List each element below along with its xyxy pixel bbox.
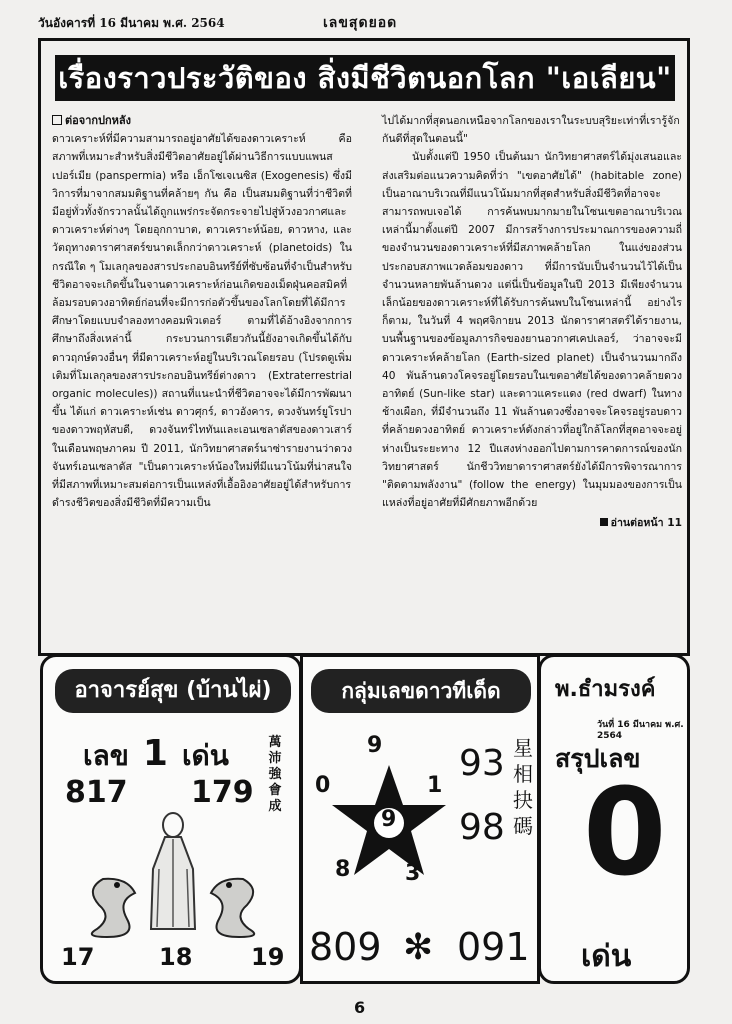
summary-label: สรุปเลข xyxy=(555,744,641,773)
asterisk-icon: ✻ xyxy=(403,927,434,968)
chinese-text: 星相抉碼 xyxy=(513,736,533,838)
star-number-bottom-right: 3 xyxy=(405,861,421,886)
article-title: เรื่องราวประวัติของ สิ่งมีชีวิตนอกโลก "เอเลียน" xyxy=(55,55,675,101)
article-column-left xyxy=(52,112,352,512)
star-number-right: 1 xyxy=(427,773,443,798)
star-number-top: 9 xyxy=(367,733,383,758)
panel-date: วันที่ 16 มีนาคม พ.ศ. 2564 xyxy=(597,720,684,741)
pair-left: 817 xyxy=(65,775,128,810)
bottom-right-number: 091 xyxy=(457,925,530,969)
issue-date: วันอังคารที่ 16 มีนาคม พ.ศ. 2564 xyxy=(38,16,225,30)
square-icon xyxy=(600,518,608,526)
paragraph: ดาวเคราะห์ที่มีความสามารถอยู่อาศัยได้ของดาวเคราะห์ คือ สภาพที่เหมาะสำหรับสิ่งมีชีวิตอาศัยอยู่ได้ผ่านวิธีการแบบแพนสเปอร์เมีย (panspermia) หรือ เอ็กโซเจเนซิส (Exogenesis) ซึ่งมีวิการที่มาจากสมมติฐานที่คล้ายๆ กัน คือ เป็นสมมติฐานที่ว่าชีวิตที่มีอยู่ทั่วทั้งจักรวาลนั้นได้ถูกแพร่กระจัดกระจายไปสู่ห้วงอวกาศและดาวเคราะห์ต่างๆ โดยอุกกาบาต, ดาวเคราะห์น้อย, ดาวหาง, และ วัตถุทางดาราศาสตร์ขนาดเล็กกว่าดาวเคราะห์ (planetoids) ในกรณีใด ๆ โมเลกุลของสารประกอบอินทรีย์ที่ซับซ้อนที่จำเป็นสำหรับชีวิตอาจจะเกิดขึ้นในจานดาวเคราะห์ก่อนเกิดของเม็ดฝุ่นคอสมิคที่ล้อมรอบดวงอาทิตย์ก่อนที่จะมีการก่อตัวขึ้นของโลกโดยที่ได้มีการศึกษาโดยแบบจำลองทางคอมพิวเตอร์ ตามที่ได้อ้างอิงจากการศึกษาถึงสิ่งเหล่านี้ กระบวนการเดียวกันนี้ยังอาจเกิดขึ้นได้กับดาวฤกษ์ดวงอื่นๆ ที่มีดาวเคราะห์อยู่ในบริเวณโดยรอบ (โปรดดูเพิ่มเติมที่โมเลกุลของสารประกอบอินทรีย์ต่างดาว (Extraterrestrial organic molecules)) สถานที่แนะนำที่ชีวิตอาจจะได้มีการพัฒนาขึ้น ได้แก่ ดาวเคราะห์เช่น ดาวศุกร์, ดาวอังคาร, ดวงจันทร์ยูโรปาของดาวพฤหัสบดี, ดวงจันทร์ไททันและเอนเซลาดัสของดาวเสาร์ ในเดือนพฤษภาคม ปี 2011, นักวิทยาศาสตร์นาซ่ารายงานว่าดวงจันทร์เอนเซลาดัส "เป็นดาวเคราะห์น้องใหม่ที่มีแนวโน้มที่น่าสนใจที่มีสภาพที่เหมาะสมต่อการเป็นแหล่งที่เอื้ออิงอาศัยอยู่ได้สำหรับการดำรงชีวิตของสิ่งมีชีวิตที่มีความเป็น xyxy=(52,133,352,510)
pair-right: 179 xyxy=(191,775,254,810)
panel-ajarn-suk xyxy=(40,654,302,984)
publication-name: เลขสุดยอด xyxy=(323,15,398,31)
continue-text: อ่านต่อหน้า 11 xyxy=(610,517,682,530)
main-number: 0 xyxy=(583,764,667,903)
paragraph: ไปได้มากที่สุดนอกเหนือจากโลกของเราในระบบสุริยะเท่าที่เรารู้จักกันดีที่สุดในตอนนี้" xyxy=(382,115,680,146)
lead-label: เลข xyxy=(83,739,129,772)
page-number: 6 xyxy=(354,998,366,1017)
lead-line xyxy=(83,733,229,778)
bottom-number: 19 xyxy=(251,943,285,971)
number-98: 98 xyxy=(459,807,505,848)
section-text: ต่อจากปกหลัง xyxy=(65,114,132,127)
checkbox-icon xyxy=(52,115,62,125)
panel-title: พ.ธำมรงค์ xyxy=(555,677,656,702)
star-number-left: 0 xyxy=(315,773,331,798)
article-column-right xyxy=(382,112,682,533)
panel-thammarong xyxy=(538,654,690,984)
panel-star-numbers xyxy=(300,654,540,984)
panel-title: อาจารย์สุข (บ้านไผ่) xyxy=(55,669,291,713)
main-suffix: เด่น xyxy=(581,939,632,974)
star-number-bottom-left: 8 xyxy=(335,857,351,882)
lead-number: 1 xyxy=(142,733,168,774)
section-label xyxy=(52,112,352,130)
continue-link[interactable] xyxy=(382,514,682,532)
bottom-number: 17 xyxy=(61,943,95,971)
chinese-text: 萬沛強會成 xyxy=(268,735,282,814)
panel-title: กลุ่มเลขดาวทีเด็ด xyxy=(311,669,531,713)
star-number-center: 9 xyxy=(381,807,397,832)
bottom-left-number: 809 xyxy=(309,925,382,969)
page-header xyxy=(38,12,688,32)
lead-suffix: เด่น xyxy=(181,739,229,772)
monk-naga-illustration xyxy=(73,809,273,939)
paragraph: นับตั้งแต่ปี 1950 เป็นต้นมา นักวิทยาศาสตร์ได้มุ่งเสนอและส่งเสริมต่อแนวความคิดที่ว่า "เขตอาศัยได้" (habitable zone) เป็นอาณาบริเวณที่มีแนวโน้มมากที่สุดสำหรับสิ่งมีชีวิตที่อาจจะสามารถพบเจอได้ การค้นพบมากมายในโซนเขตอาณาบริเวณเหล่านี้มาตั้งแต่ปี 2007 มีการสร้างการประมาณการของความถี่ของจำนวนของดาวเคราะห์ที่มีสภาพคล้ายโลก ในแง่ของส่วนประกอบสภาพแวดล้อมของดาว ที่มีการนับเป็นจำนวนไว้ได้เป็นจำนวนหลายพันล้านดวง แต่นี่เป็นข้อมูลในปี 2013 มีเพียงจำนวนเล็กน้อยของดาวเคราะห์ที่ได้รับการค้นพบในโซนเหล่านี้ อย่างไรก็ตาม, ในวันที่ 4 พฤศจิกายน 2013 นักดาราศาสตร์ได้รายงาน, บนพื้นฐานของข้อมูลภารกิจของยานอวกาศเคปเลอร์, ว่าอาจจะมีดาวเคราะห์คล้ายโลก (Earth-sized planet) เป็นจำนวนมากถึง 40 พันล้านดวงโคจรอยู่โดยรอบในเขตอาศัยได้ของดาวคล้ายดวงอาทิตย์ (Sun-like star) และดาวแคระแดง (red dwarf) ในทางช้างเผือก, ที่มีจำนวนถึง 11 พันล้านดวงซึ่งอาจจะโคจรอยู่รอบดาวที่คล้ายดวงอาทิตย์ ดาวเคราะห์ดังกล่าวที่อยู่ใกล้โลกที่สุดอาจจะอยู่ห่างเป็นระยะทาง 12 ปีแสงห่างออกไปตามการคาดการณ์ของนักวิทยาศาสตร์ นักชีววิทยาดาราศาสตร์ยังได้มีการพิจารณาการ "ติดตามพลังงาน" (follow the energy) ในมุมมองของการเป็นแหล่งที่อยู่อาศัยที่มีศักยภาพอีกด้วย xyxy=(382,151,682,510)
bottom-number: 18 xyxy=(159,943,193,971)
number-93: 93 xyxy=(459,743,505,784)
